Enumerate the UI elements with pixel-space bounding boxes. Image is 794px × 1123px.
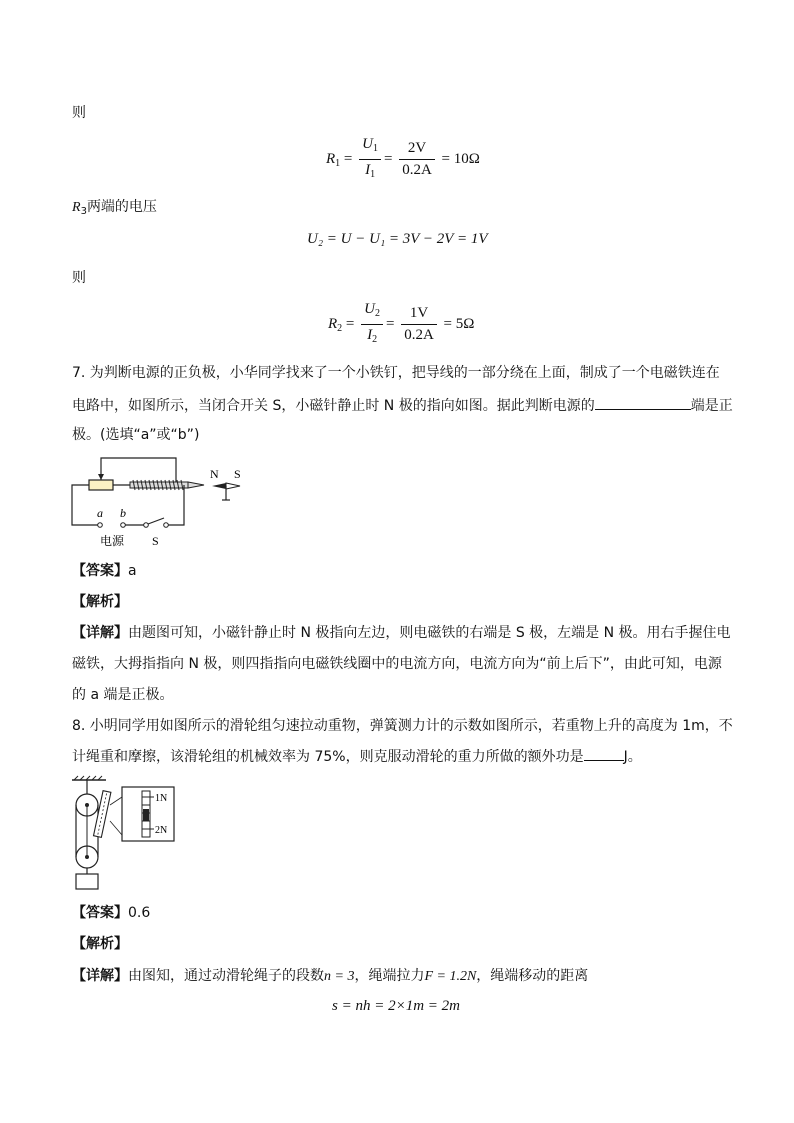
eq1-den2: 0.2A xyxy=(402,162,432,178)
q7-detail-line2: 磁铁，大拇指指向 N 极，则四指指向电磁铁线圈中的电流方向，电流方向为“前上后下”，由此可知，电源 xyxy=(72,656,722,672)
eq1-den1-sub: 1 xyxy=(370,169,376,180)
eq3-num1: U xyxy=(364,301,375,317)
q8-line2 xyxy=(72,747,642,767)
q7-detail1: 由题图可知，小磁针静止时 N 极指向左边，则电磁铁的右端是 S 极，左端是 N 极。用右手握住电 xyxy=(128,625,731,641)
spring-scale-icon xyxy=(94,791,111,838)
nail-coil-icon xyxy=(130,480,204,490)
q8-detail-f: F = 1.2N xyxy=(424,969,477,984)
q8-detail-a: 由图知，通过动滑轮绳子的段数 xyxy=(128,968,324,984)
eq3-lhs-sub: 2 xyxy=(337,322,343,334)
q7-line2 xyxy=(72,396,733,416)
switch-s-label: S xyxy=(152,534,159,548)
q7-answer-blank[interactable] xyxy=(595,409,691,410)
eq1-num1-sub: 1 xyxy=(372,143,378,154)
text-ze-1: 则 xyxy=(72,105,86,121)
q7-answer-value: a xyxy=(128,563,137,579)
r3-label: R xyxy=(72,200,81,215)
needle-s-label: S xyxy=(234,467,241,481)
q7-detail-line3: 的 a 端是正极。 xyxy=(72,687,174,703)
eq1-num2: 2V xyxy=(399,140,435,160)
r3-sub: 3 xyxy=(80,206,87,217)
equation-u2: U₂ = U − U₁ = 3V − 2V = 1V xyxy=(307,231,488,247)
eq3-result: = 5Ω xyxy=(443,315,475,332)
q7-answer xyxy=(72,561,137,581)
q8-detail-n: n = 3 xyxy=(324,969,355,984)
eq1-result: = 10Ω xyxy=(441,150,480,167)
q8-answer xyxy=(72,903,150,923)
pulley-system-figure xyxy=(70,775,182,893)
eq1-den1: I xyxy=(365,162,371,178)
equation-r1: $R_1$ = $\frac{U_1}{I_1}$ = $\frac{2V}{0.2A}$ = 10Ω xyxy=(326,136,480,180)
rheostat-icon xyxy=(89,480,113,490)
q8-detail-tag: 【详解】 xyxy=(72,968,128,984)
q7-line2b: 端是正 xyxy=(690,398,733,414)
electromagnet-circuit-figure xyxy=(68,454,253,550)
q8-detail-line xyxy=(72,966,588,987)
q8-answer-tag: 【答案】 xyxy=(72,905,128,921)
q7-answer-tag: 【答案】 xyxy=(72,563,128,579)
q8-line1: 8. 小明同学用如图所示的滑轮组匀速拉动重物，弹簧测力计的示数如图所示，若重物上升的高度为 1m，不 xyxy=(72,718,733,734)
q7-line2a: 电路中，如图所示，当闭合开关 S，小磁针静止时 N 极的指向如图。据此判断电源的 xyxy=(72,398,595,414)
eq1-lhs: R xyxy=(326,150,336,167)
terminal-b-label: b xyxy=(120,506,126,520)
eq3-num1-sub: 2 xyxy=(374,308,380,319)
text-r3-voltage xyxy=(72,197,157,222)
q8-detail-c: ，绳端移动的距离 xyxy=(476,968,589,984)
q8-answer-blank[interactable] xyxy=(584,760,624,761)
scale-2n-label: 2N xyxy=(155,825,168,836)
equation-r2: $R_2$ = $\frac{U_2}{I_2}$ = $\frac{1V}{0.2A}$ = 5Ω xyxy=(328,301,475,345)
q7-detail-tag: 【详解】 xyxy=(72,625,128,641)
switch-icon xyxy=(148,518,164,524)
q8-equation: s = nh = 2×1m = 2m xyxy=(332,998,460,1014)
q8-detail-b: ，绳端拉力 xyxy=(354,968,425,984)
q7-detail-line1 xyxy=(72,623,731,643)
eq3-den1-sub: 2 xyxy=(372,334,378,345)
q8-jiexi: 【解析】 xyxy=(72,936,128,952)
q8-line2a: 计绳重和摩擦，该滑轮组的机械效率为 75%，则克服动滑轮的重力所做的额外功是 xyxy=(72,749,584,765)
q8-line2b: J。 xyxy=(623,749,642,765)
r3-voltage-label: 两端的电压 xyxy=(86,199,157,215)
eq1-lhs-sub: 1 xyxy=(335,157,341,169)
needle-n-label: N xyxy=(210,467,219,481)
eq3-den2: 0.2A xyxy=(404,327,434,343)
eq3-den1: I xyxy=(367,327,373,343)
eq3-lhs: R xyxy=(328,315,338,332)
q8-answer-value: 0.6 xyxy=(128,905,151,921)
eq3-num2: 1V xyxy=(401,305,437,325)
eq1-num1: U xyxy=(362,136,373,152)
terminal-a-label: a xyxy=(97,506,103,520)
text-ze-2: 则 xyxy=(72,270,86,286)
power-source-label: 电源 xyxy=(100,534,125,548)
weight-block-icon xyxy=(76,874,98,889)
q7-jiexi: 【解析】 xyxy=(72,594,128,610)
compass-needle-icon xyxy=(212,483,240,500)
q7-line1: 7. 为判断电源的正负极，小华同学找来了一个小铁钉，把导线的一部分绕在上面，制成了一个电磁铁连在 xyxy=(72,365,720,381)
scale-1n-label: 1N xyxy=(155,793,168,804)
q7-line3: 极。(选填“a”或“b”) xyxy=(72,427,200,443)
